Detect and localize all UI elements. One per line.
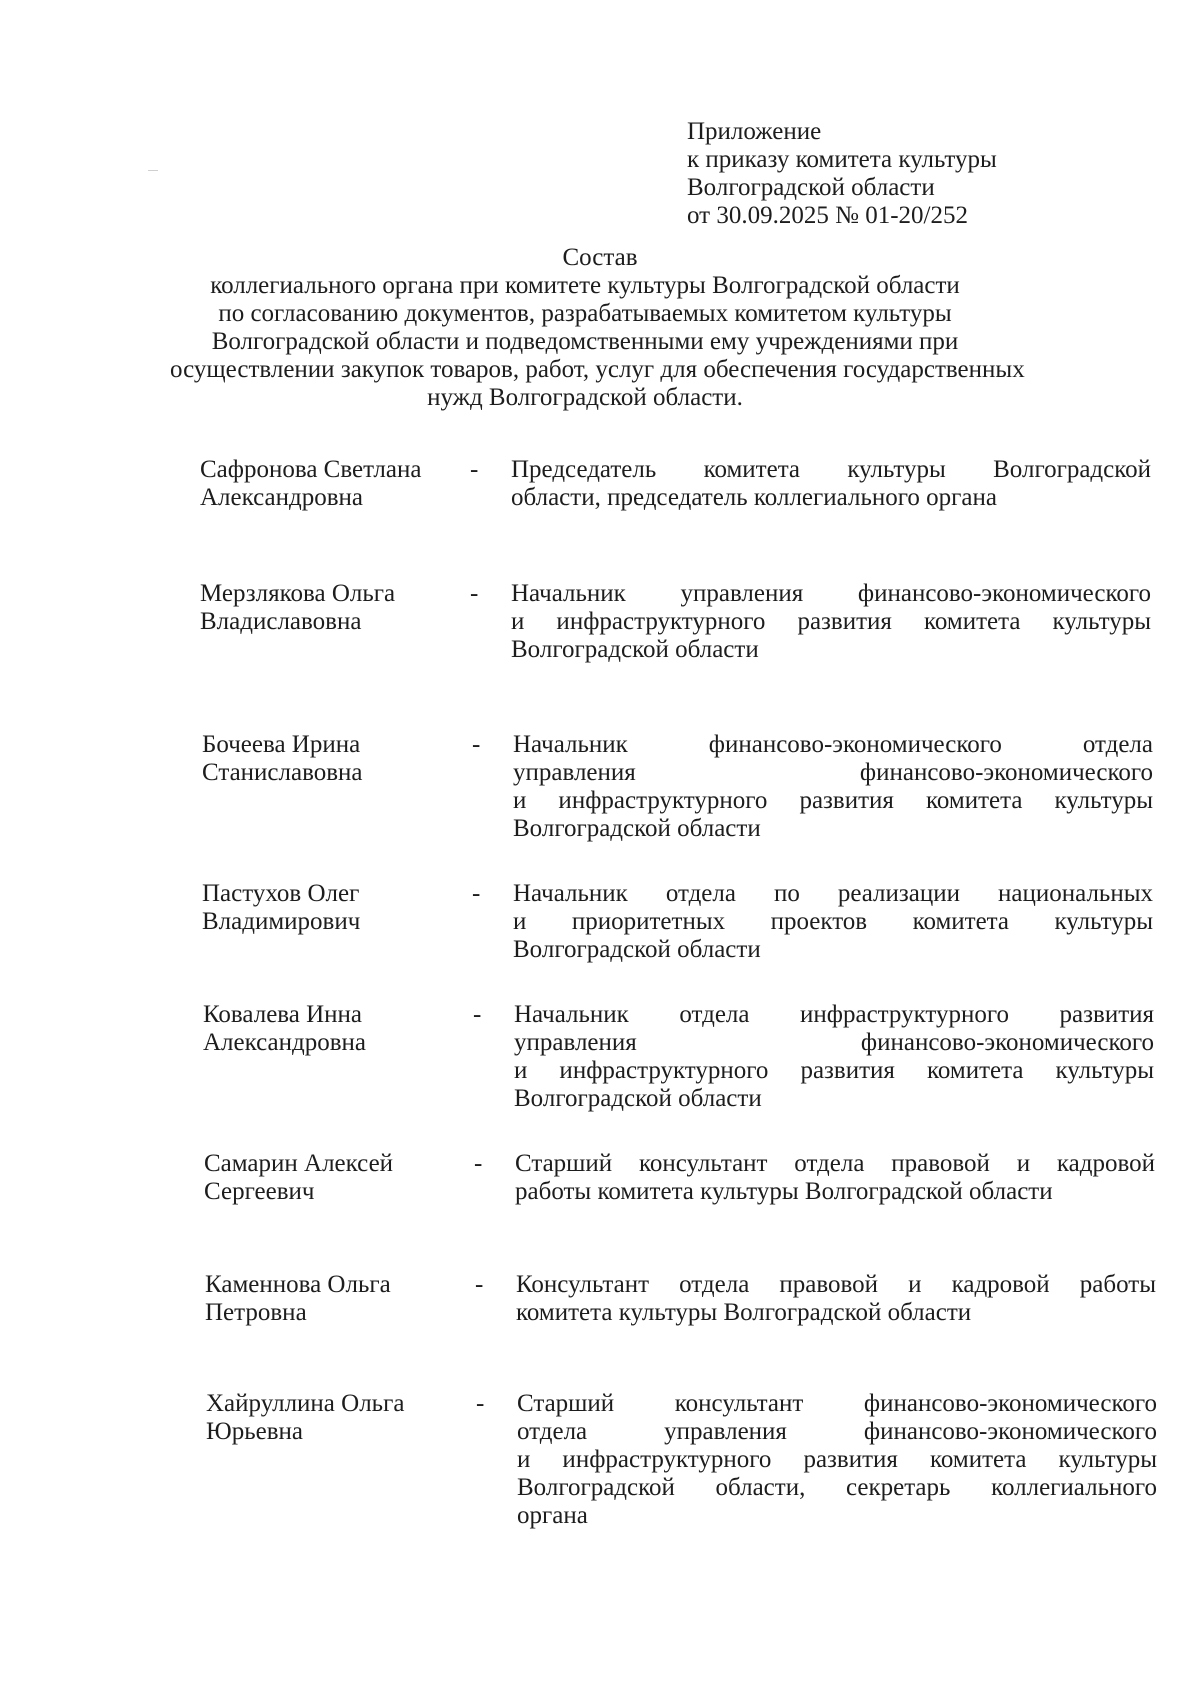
member-row xyxy=(3,1001,1200,1141)
separator-dash: - xyxy=(472,880,481,907)
position-line: Старший консультант отдела правовой и кадровой xyxy=(515,1150,1155,1177)
member-name xyxy=(206,1390,461,1446)
member-name-line: Бочеева Ирина xyxy=(202,731,361,758)
separator-dash: - xyxy=(472,731,481,758)
position-line: Волгоградской области xyxy=(513,815,761,842)
position-line: Волгоградской области xyxy=(511,636,759,663)
separator-dash: - xyxy=(475,1271,484,1298)
separator-dash: - xyxy=(474,1150,483,1177)
member-name-line: Хайруллина Ольга xyxy=(206,1390,405,1417)
separator-dash: - xyxy=(476,1390,485,1417)
member-name xyxy=(202,731,457,787)
position-line: Волгоградской области xyxy=(514,1085,762,1112)
position-line: комитета культуры Волгоградской области xyxy=(516,1299,972,1326)
separator-dash: - xyxy=(473,1001,482,1028)
position-line: и приоритетных проектов комитета культуры xyxy=(513,908,1153,935)
member-position xyxy=(517,1390,1157,1530)
appendix-header xyxy=(687,118,1167,230)
member-row xyxy=(2,731,1200,871)
separator-dash: - xyxy=(470,580,479,607)
member-name-line: Юрьевна xyxy=(206,1418,303,1445)
position-line: отдела управления финансово-экономического xyxy=(517,1418,1157,1445)
member-position xyxy=(511,456,1151,512)
position-line: Начальник управления финансово-экономического xyxy=(511,580,1151,607)
position-line: Волгоградской области, секретарь коллегиального xyxy=(517,1474,1157,1501)
subtitle-line: по согласованию документов, разрабатываемых комитетом культуры xyxy=(218,300,952,327)
member-name-line: Владимирович xyxy=(202,908,361,935)
member-position xyxy=(513,880,1153,964)
member-name-line: Ковалева Инна xyxy=(203,1001,363,1028)
position-line: Начальник финансово-экономического отдела xyxy=(513,731,1153,758)
member-name-line: Станиславовна xyxy=(202,759,363,786)
position-line: работы комитета культуры Волгоградской области xyxy=(515,1178,1053,1205)
position-line: области, председатель коллегиального органа xyxy=(511,484,997,511)
position-line: и инфраструктурного развития комитета культуры xyxy=(511,608,1151,635)
document-subtitle xyxy=(170,272,1025,412)
position-line: Председатель комитета культуры Волгоградской xyxy=(511,456,1151,483)
member-position xyxy=(513,731,1153,843)
position-line: управления финансово-экономического xyxy=(513,759,1153,786)
position-line: Начальник отдела инфраструктурного развития xyxy=(514,1001,1154,1028)
position-line: Консультант отдела правовой и кадровой работы xyxy=(516,1271,1156,1298)
member-name-line: Сафронова Светлана xyxy=(200,456,422,483)
member-name-line: Сергеевич xyxy=(204,1178,315,1205)
member-name-line: Александровна xyxy=(203,1029,367,1056)
member-name xyxy=(202,880,457,936)
member-position xyxy=(516,1271,1156,1327)
separator-dash: - xyxy=(470,456,479,483)
position-line: и инфраструктурного развития комитета культуры xyxy=(513,787,1153,814)
subtitle-line: коллегиального органа при комитете культуры Волгоградской области xyxy=(210,272,960,299)
position-line: управления финансово-экономического xyxy=(514,1029,1154,1056)
position-line: Волгоградской области xyxy=(513,936,761,963)
position-line: Старший консультант финансово-экономического xyxy=(517,1390,1157,1417)
member-row xyxy=(4,1150,1200,1290)
member-name-line: Пастухов Олег xyxy=(202,880,360,907)
position-line: органа xyxy=(517,1502,588,1529)
member-row xyxy=(0,580,1200,720)
subtitle-line: нужд Волгоградской области. xyxy=(427,384,743,411)
member-name-line: Владиславовна xyxy=(200,608,362,635)
member-name-line: Мерзлякова Ольга xyxy=(200,580,396,607)
member-name xyxy=(205,1271,460,1327)
appendix-line: Волгоградской области xyxy=(687,174,935,201)
member-name xyxy=(200,580,455,636)
member-name xyxy=(203,1001,458,1057)
member-position xyxy=(511,580,1151,664)
member-name-line: Петровна xyxy=(205,1299,307,1326)
scan-artifact xyxy=(148,170,158,171)
member-row xyxy=(0,456,1200,596)
position-line: Начальник отдела по реализации национальных xyxy=(513,880,1153,907)
position-line: и инфраструктурного развития комитета культуры xyxy=(514,1057,1154,1084)
member-name-line: Самарин Алексей xyxy=(204,1150,394,1177)
position-line: и инфраструктурного развития комитета культуры xyxy=(517,1446,1157,1473)
document-title: Состав xyxy=(562,244,638,271)
member-name-line: Каменнова Ольга xyxy=(205,1271,391,1298)
member-row xyxy=(6,1390,1200,1560)
member-name-line: Александровна xyxy=(200,484,364,511)
appendix-line: к приказу комитета культуры xyxy=(687,146,997,173)
subtitle-line: осуществлении закупок товаров, работ, услуг для обеспечения государственных xyxy=(170,356,1025,383)
member-name xyxy=(200,456,455,512)
member-position xyxy=(515,1150,1155,1206)
appendix-date-number: от 30.09.2025 № 01-20/252 xyxy=(687,202,968,229)
member-row xyxy=(2,880,1200,1020)
member-position xyxy=(514,1001,1154,1113)
member-name xyxy=(204,1150,459,1206)
subtitle-line: Волгоградской области и подведомственными ему учреждениями при xyxy=(211,328,959,355)
appendix-line: Приложение xyxy=(687,118,822,145)
